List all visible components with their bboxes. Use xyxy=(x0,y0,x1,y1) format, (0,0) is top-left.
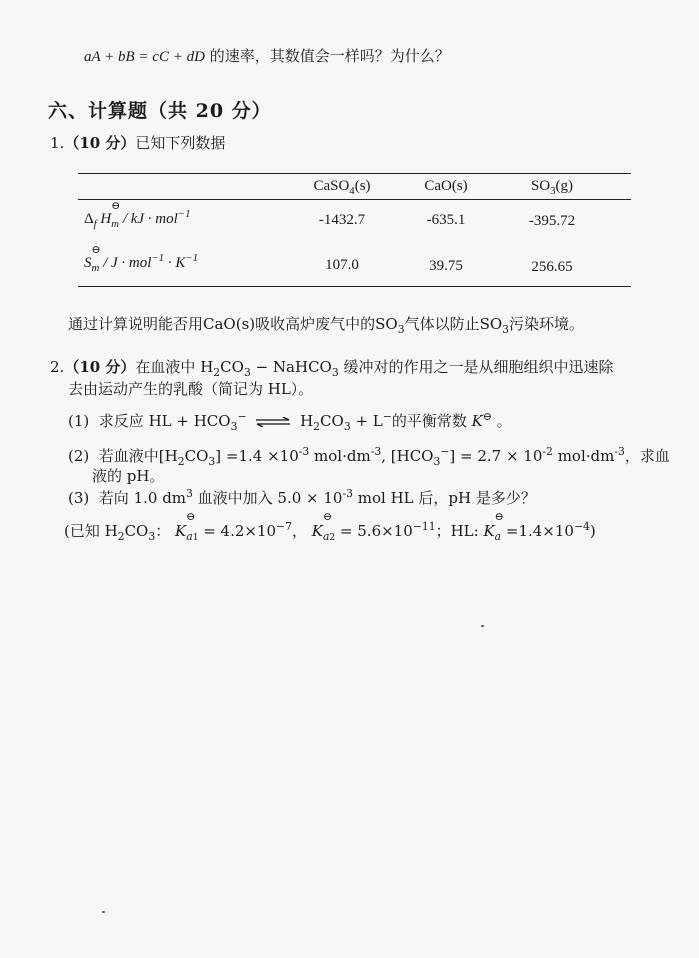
sub-question-3-label: (3) xyxy=(68,489,90,507)
question-2-line-1: 2.（10 分）在血液中 $H_2CO_3$ − NaHCO$_3$ 缓冲对的作用之一是从细胞组织中迅速除 xyxy=(50,358,614,379)
enthalpy-so3: -395.72 xyxy=(528,213,576,229)
section-title: 六、计算题（共 20 分） xyxy=(48,100,272,122)
question-2-line-2: 去由运动产生的乳酸（简记为 HL）。 xyxy=(68,380,314,398)
question-2-points: （10 分） xyxy=(64,358,136,376)
top-line-text: 的速率，其数值会一样吗？为什么？ xyxy=(209,47,450,65)
question-1-text: 通过计算说明能否用CaO(s)吸收高炉废气中的$SO_3$气体以防止$SO_3$污染环境。 xyxy=(68,315,585,336)
table-top-rule xyxy=(78,173,631,174)
table-header-rule xyxy=(78,199,631,200)
sub-question-1: (1) 求反应 HL + $HCO_3^-$ $H_2CO_3 + L^-$的平衡常数 K⊖ 。 xyxy=(68,410,512,433)
question-1-header xyxy=(50,132,225,153)
table-bottom-rule xyxy=(78,286,631,287)
sub-question-1-label: (1) xyxy=(68,412,90,430)
scan-speck xyxy=(102,911,105,913)
sub-question-2-line-2: 液的 pH。 xyxy=(92,467,165,485)
question-1-points: （10 分） xyxy=(64,134,136,152)
header-cao: CaO(s) xyxy=(424,178,468,194)
row-entropy-label: S ⊖ $_m / J \cdot mol^{-1} \cdot K^{-1}$ xyxy=(84,244,199,274)
entropy-caso4: 107.0 xyxy=(325,257,359,273)
scan-speck xyxy=(481,625,484,627)
header-so3: $SO_3(g)$ xyxy=(530,178,574,197)
equilibrium-arrow-icon xyxy=(255,417,291,427)
question-1-intro: 已知下列数据 xyxy=(135,134,226,152)
entropy-cao: 39.75 xyxy=(429,258,463,274)
sub-question-2-label: (2) xyxy=(68,447,90,465)
row-enthalpy-label: $\Delta_f$ H ⊖ $_m$ / kJ · mol$^{-1}$ xyxy=(84,200,191,230)
sub-question-3: (3) 若向 1.0 $dm^3$ 血液中加入 $5.0 \times 10^{-3}$ mol HL 后，pH 是多少？ xyxy=(68,487,536,507)
enthalpy-caso4: -1432.7 xyxy=(318,212,366,228)
reaction-equation: aA + bB = cC + dD xyxy=(84,49,205,65)
enthalpy-cao: -635.1 xyxy=(426,212,466,228)
entropy-so3: 256.65 xyxy=(531,259,573,275)
given-constants: (已知 $H_2CO_3$： K ⊖ $_{a1} = 4.2\times 10^{-7}$， K ⊖ $_{a2} = 5.6\times 10^{-11}$；HL: K ⊖ $_a =1.4\times 10^{-4}$) xyxy=(64,510,596,543)
question-2-number: 2. xyxy=(50,358,65,376)
sub-question-2: (2) 若血液中$[H_2CO_3] =1.4 \times 10^{-3}$ $mol\cdot dm^{-3}$, $[HCO_3^-] = 2.7 \times 10^{-2}$ $mol\cdot dm^{-3}$，求血 xyxy=(68,445,670,468)
header-caso4: CaSO$_4$(s) xyxy=(313,178,371,197)
top-line xyxy=(84,45,450,66)
question-1-number: 1. xyxy=(50,134,65,152)
